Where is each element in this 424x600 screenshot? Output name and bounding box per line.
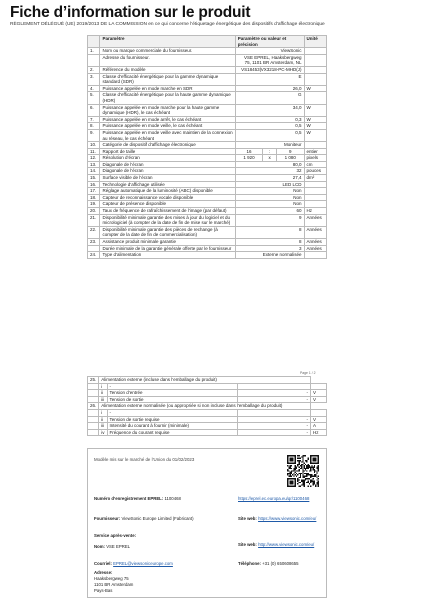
row-number: 20.	[88, 208, 100, 215]
row-value: 60	[235, 208, 304, 215]
table-row	[88, 252, 327, 259]
table-row	[88, 142, 327, 149]
resolution-sep: x	[263, 155, 277, 161]
row-param: Nom ou marque commerciale du fournisseur.	[100, 48, 235, 55]
row-number: 7.	[88, 116, 100, 123]
service-name	[94, 544, 130, 550]
row-number: 1.	[88, 48, 100, 55]
row-unit	[311, 383, 327, 390]
row-number	[88, 54, 100, 66]
row-value: 9	[235, 214, 304, 226]
row-number: 15.	[88, 175, 100, 182]
row-param: Tension de sortie	[107, 396, 237, 403]
row-value: -	[237, 396, 310, 403]
row-param: Puissance appelée en mode marche en SDR	[100, 85, 235, 92]
row-value: 0,3	[235, 116, 304, 123]
table-row	[88, 377, 327, 384]
row-param: Disponibilité minimale garantie des mises à jour du logiciel et du micrologiciel (à compter de la date de fin de mise sur le marché)	[100, 214, 235, 226]
row-unit: pouces	[304, 168, 326, 175]
table-row	[88, 188, 327, 195]
row-number: 13.	[88, 161, 100, 168]
row-unit	[304, 92, 326, 104]
sub-index: iii	[99, 396, 107, 403]
row-param: Référence du modèle	[100, 66, 235, 73]
row-value: -	[237, 390, 310, 397]
table-row	[88, 201, 327, 208]
table-row	[88, 73, 327, 85]
row-param: Durée minimale de la garantie générale offerte par le fournisseur	[100, 245, 235, 252]
row-param: Assistance produit minimale garantie	[100, 239, 235, 246]
row-unit	[311, 409, 327, 416]
row-unit	[304, 181, 326, 188]
resolution-b: 1 080	[284, 155, 296, 161]
table-row	[88, 48, 327, 55]
row-value: Externe normalisée	[235, 252, 304, 259]
row-param: -	[107, 383, 237, 390]
row-number: 25.	[88, 377, 99, 384]
row-unit	[304, 194, 326, 201]
row-param: Technologie d’affichage utilisée	[100, 181, 235, 188]
email-label: Courriel:	[94, 561, 112, 566]
row-param: Résolution d’écran	[100, 155, 235, 162]
row-param: Tension de sortie requise	[107, 416, 237, 423]
site-link[interactable]: https://www.viewsonic.com/eu/	[258, 516, 317, 521]
row-value: E	[235, 73, 304, 85]
service-address	[94, 570, 133, 594]
row-value: VSE EPREL, Haaksbergweg 75, 1101 BR Amsterdam, NL	[235, 54, 304, 66]
table-row	[88, 416, 327, 423]
row-value: 0,5	[235, 123, 304, 130]
row-param: Diagonale de l’écran	[100, 168, 235, 175]
after-sales-title	[94, 533, 136, 539]
resolution-a: 1 920	[236, 155, 263, 161]
row-unit: entier	[304, 148, 326, 155]
row-number: 21.	[88, 214, 100, 226]
supplier	[94, 516, 194, 522]
row-value: Moniteur	[235, 142, 304, 149]
row-number: 6.	[88, 104, 100, 116]
header-cell	[88, 36, 100, 48]
row-unit: cm	[304, 161, 326, 168]
product-info-table	[87, 35, 327, 259]
supplier-site	[238, 516, 323, 522]
reg-value: 1100468	[164, 496, 181, 501]
row-unit	[304, 66, 326, 73]
table-row	[88, 396, 327, 403]
row-value: ViewSonic	[235, 48, 304, 55]
row-unit: pixels	[304, 155, 326, 162]
row-number: 12.	[88, 155, 100, 162]
sub-index: ii	[99, 416, 107, 423]
supplier-info-box	[87, 448, 327, 598]
table-body-rest	[88, 161, 327, 258]
row-spacer	[88, 409, 99, 416]
row-unit: V	[311, 396, 327, 403]
row-unit	[304, 142, 326, 149]
row-spacer	[88, 390, 99, 397]
row-number: 4.	[88, 85, 100, 92]
row-number: 9.	[88, 129, 100, 141]
row-param: Surface visible de l’écran	[100, 175, 235, 182]
site-label: Site web:	[238, 516, 257, 521]
table-row	[88, 181, 327, 188]
row-param: Taux de fréquence de rafraîchissement de l’image (par défaut)	[100, 208, 235, 215]
row-param: Classe d’efficacité énergétique pour la haute gamme dynamique (HDR)	[100, 92, 235, 104]
name-label: Nom:	[94, 544, 105, 549]
model-market-note: Modèle mis sur le marché de l’Union du 01/02/2023	[94, 457, 195, 462]
phone-value: +31 (0) 650608655	[262, 561, 299, 566]
row-param: Disponibilité minimale garantie des pièces de rechange (à compter de la date de fin de commercialisation)	[100, 226, 235, 238]
table-row	[88, 85, 327, 92]
row-unit: W	[304, 123, 326, 130]
row-param: Adresse du fournisseur.	[100, 54, 235, 66]
row-param: Alimentation externe normalisée (ou appropriée si non incluse dans l’emballage du produit)	[99, 403, 311, 410]
row-unit	[304, 48, 326, 55]
row-number: 11.	[88, 148, 100, 155]
table-row	[88, 403, 327, 410]
page-title: Fiche d’information sur le produit	[10, 4, 251, 21]
table-row	[88, 208, 327, 215]
row-spacer	[88, 416, 99, 423]
row-value	[237, 383, 310, 390]
table-row	[88, 161, 327, 168]
row-value: 80,0	[235, 161, 304, 168]
row-value	[237, 409, 310, 416]
table-row	[88, 92, 327, 104]
row-value: 8	[235, 226, 304, 238]
table-row	[88, 239, 327, 246]
phone-label: Téléphone:	[238, 561, 261, 566]
supplier-value: ViewSonic Europe Limited (Fabricant)	[121, 516, 194, 521]
row-value: 26,0	[235, 85, 304, 92]
row-value: 0,5	[235, 129, 304, 141]
row-param: Fréquence du courant requise	[107, 429, 237, 436]
table-body-dims	[88, 148, 327, 161]
supplier-label: Fournisseur:	[94, 516, 121, 521]
table-row	[88, 155, 327, 162]
sub-index: i	[99, 409, 107, 416]
row-unit: Hz	[304, 208, 326, 215]
table-row	[88, 214, 327, 226]
aspect-b: 9	[288, 148, 292, 154]
address-line: 1101 BR Amsterdam	[94, 582, 134, 587]
table-row	[88, 194, 327, 201]
table-row	[88, 390, 327, 397]
row-value: Non	[235, 188, 304, 195]
row-value: 8	[235, 239, 304, 246]
qr-code-icon	[287, 455, 319, 487]
row-unit: W	[304, 104, 326, 116]
row-value: 34,0	[235, 104, 304, 116]
row-unit: W	[304, 85, 326, 92]
row-spacer	[88, 423, 99, 430]
row-spacer	[88, 383, 99, 390]
row-number: 16.	[88, 181, 100, 188]
table-row	[88, 104, 327, 116]
row-value: Non	[235, 194, 304, 201]
row-unit: Années	[304, 245, 326, 252]
email-link[interactable]: EPREL@viewsoniceurope.com	[113, 561, 173, 566]
row-number: 17.	[88, 188, 100, 195]
row-param: Classe d’efficacité énergétique pour la gamme dynamique standard (SDR)	[100, 73, 235, 85]
row-number: 18.	[88, 194, 100, 201]
row-param: Diagonale de l’écran	[100, 161, 235, 168]
table-row	[88, 123, 327, 130]
row-number: 2.	[88, 66, 100, 73]
row-value: VS18453|VX3218-PC-MHD(J)	[235, 66, 304, 73]
table-row	[88, 66, 327, 73]
table-row	[88, 409, 327, 416]
sub-index: iv	[99, 429, 107, 436]
row-number: 22.	[88, 226, 100, 238]
row-unit: Années	[304, 214, 326, 226]
row-param: Capteur de présence disponible	[100, 201, 235, 208]
table-row	[88, 168, 327, 175]
row-number: 3.	[88, 73, 100, 85]
row-number	[88, 245, 100, 252]
row-unit	[304, 201, 326, 208]
table-row	[88, 245, 327, 252]
row-spacer	[88, 396, 99, 403]
service-phone	[238, 561, 299, 567]
address-label: Adresse:	[94, 570, 113, 575]
row-param: Puissance appelée en mode marche pour la haute gamme dynamique (HDR), le cas échéant	[100, 104, 235, 116]
table-row	[88, 116, 327, 123]
row-value: Non	[235, 201, 304, 208]
table-body-main	[88, 48, 327, 149]
sub-index: iii	[99, 423, 107, 430]
header-cell: Paramètre ou valeur et précision	[235, 36, 304, 48]
after-sales-label: Service après-vente:	[94, 533, 137, 538]
aspect-sep: :	[263, 149, 277, 155]
address-line: Haaksbergweg 75	[94, 576, 129, 581]
table-header-row	[88, 36, 327, 48]
row-param: Capteur de reconnaissance vocale disponible	[100, 194, 235, 201]
row-param: Puissance appelée en mode veille avec maintien de la connexion au réseau, le cas échéant	[100, 129, 235, 141]
row-unit: W	[304, 129, 326, 141]
sub-index: i	[99, 383, 107, 390]
table-row	[88, 429, 327, 436]
row-param: Catégorie de dispositif d’affichage électronique	[100, 142, 235, 149]
row-spacer	[88, 429, 99, 436]
row-unit: V	[311, 416, 327, 423]
aspect-a: 16	[236, 149, 263, 155]
site2-link[interactable]: http://www.viewsonic.com/eu/	[258, 542, 315, 547]
table-row	[88, 54, 327, 66]
row-unit	[304, 252, 326, 259]
row-unit: V	[311, 390, 327, 397]
row-number: 10.	[88, 142, 100, 149]
row-unit	[304, 188, 326, 195]
row-number: 26.	[88, 403, 99, 410]
eprel-link[interactable]: https://eprel.ec.europa.eu/qr/1100468	[238, 496, 310, 501]
row-param: Type d’alimentation	[100, 252, 235, 259]
table-row	[88, 423, 327, 430]
row-number: 5.	[88, 92, 100, 104]
row-number: 23.	[88, 239, 100, 246]
address-line: Pays-Bas	[94, 588, 113, 593]
table-row	[88, 129, 327, 141]
power-supply-table	[87, 376, 327, 436]
service-email	[94, 561, 173, 567]
table-row	[88, 226, 327, 238]
regulation-subtitle: RÈGLEMENT DÉLÉGUÉ (UE) 2019/2013 DE LA COMMISSION en ce qui concerne l’étiquetage énergétique des dispositifs d’affichage électronique	[10, 22, 325, 27]
row-value: 32	[235, 168, 304, 175]
row-value: -	[237, 429, 310, 436]
row-param: Puissance appelée en mode veille, le cas échéant	[100, 123, 235, 130]
sub-index: ii	[99, 390, 107, 397]
site2-label: Site web:	[238, 542, 257, 547]
row-unit	[304, 54, 326, 66]
row-unit: Années	[304, 239, 326, 246]
table-row	[88, 175, 327, 182]
row-unit: Années	[304, 226, 326, 238]
row-param: Tension d’entrée	[107, 390, 237, 397]
service-site	[238, 542, 323, 548]
row-unit: dm²	[304, 175, 326, 182]
header-cell: Unité	[304, 36, 326, 48]
row-value	[235, 148, 304, 155]
name-value: VSE EPREL	[106, 544, 131, 549]
row-param: Rapport de taille	[100, 148, 235, 155]
row-unit: Hz	[311, 429, 327, 436]
table-row	[88, 383, 327, 390]
row-param: Puissance appelée en mode arrêt, le cas échéant	[100, 116, 235, 123]
eprel-reg	[94, 496, 181, 502]
row-value: -	[237, 416, 310, 423]
page-number: Page 1 / 2	[300, 371, 316, 375]
row-unit: W	[304, 116, 326, 123]
row-param: -	[107, 409, 237, 416]
row-number: 24.	[88, 252, 100, 259]
row-param: Intensité du courant à fournir (minimale)	[107, 423, 237, 430]
reg-label: Numéro d’enregistrement EPREL:	[94, 496, 164, 501]
row-value: -	[237, 423, 310, 430]
header-cell: Paramètre	[100, 36, 235, 48]
row-number: 8.	[88, 123, 100, 130]
row-unit: A	[311, 423, 327, 430]
row-number: 14.	[88, 168, 100, 175]
row-value: LED LCD	[235, 181, 304, 188]
row-unit	[304, 73, 326, 85]
row-param: Réglage automatique de la luminosité (ABC) disponible	[100, 188, 235, 195]
row-value: 3	[235, 245, 304, 252]
row-value	[235, 155, 304, 162]
table-row	[88, 148, 327, 155]
row-number: 19.	[88, 201, 100, 208]
row-param: Alimentation externe (incluse dans l’emballage du produit)	[99, 377, 311, 384]
row-value: 27,4	[235, 175, 304, 182]
row-value: G	[235, 92, 304, 104]
